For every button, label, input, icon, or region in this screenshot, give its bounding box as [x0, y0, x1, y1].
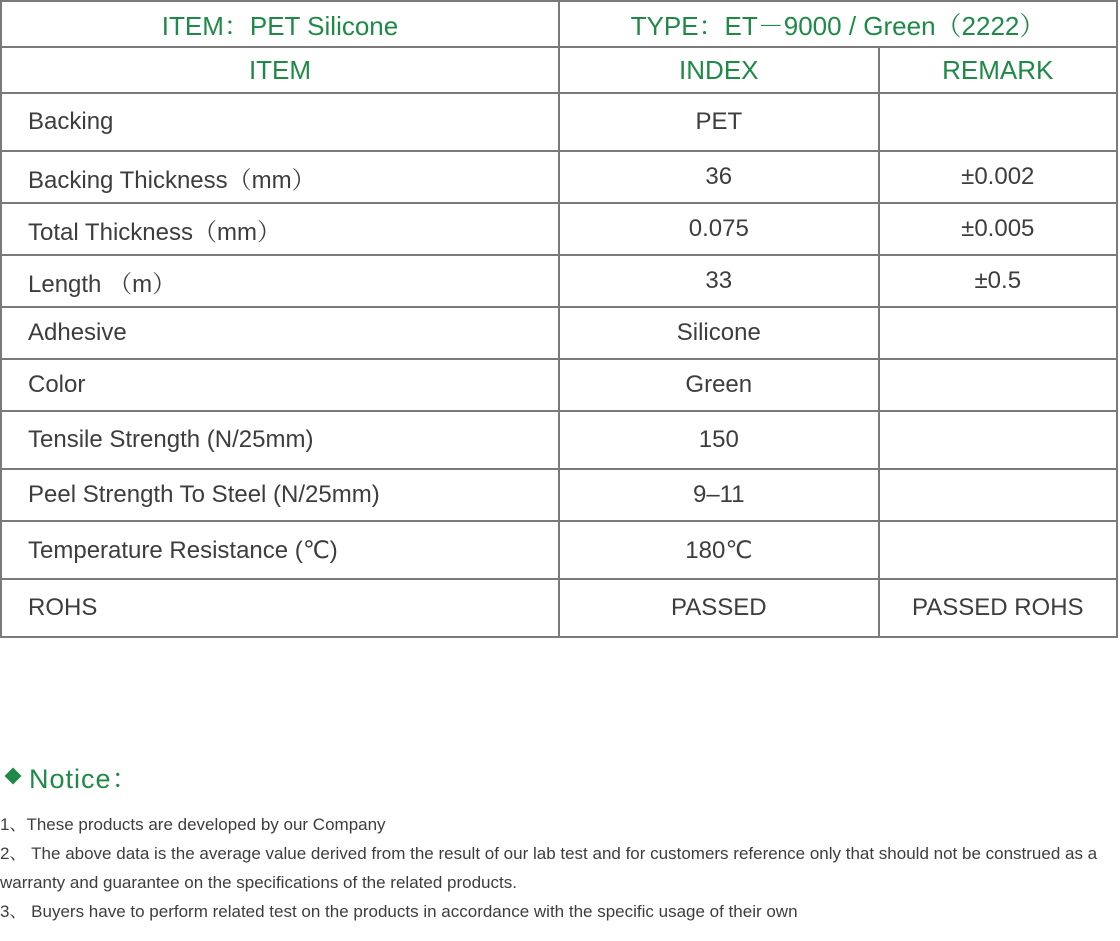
- row-item: Color: [1, 359, 559, 411]
- diamond-bullet-icon: [5, 768, 22, 785]
- row-index: Silicone: [559, 307, 879, 359]
- notice-item: 2、 The above data is the average value derived from the result of our lab test and for customers reference only that should not be construed as a warranty and guarantee on the specifications of the related products.: [0, 844, 1098, 892]
- row-remark: [879, 307, 1117, 359]
- table-row: [1, 521, 1117, 579]
- row-index: 33: [559, 255, 879, 307]
- header-row: [1, 47, 1117, 93]
- row-remark: ±0.005: [879, 203, 1117, 255]
- table-row: [1, 469, 1117, 521]
- row-index: 0.075: [559, 203, 879, 255]
- title-row: [1, 1, 1117, 47]
- row-item: Adhesive: [1, 307, 559, 359]
- notice-title: Notice：: [29, 763, 140, 794]
- header-index: INDEX: [559, 47, 879, 93]
- row-item: Length （m）: [1, 255, 559, 307]
- type-title: TYPE：ET－9000 / Green（2222）: [559, 1, 1117, 47]
- row-remark: [879, 521, 1117, 579]
- row-index: 9–11: [559, 469, 879, 521]
- table-row: [1, 203, 1117, 255]
- row-remark: ±0.002: [879, 151, 1117, 203]
- table-row: [1, 151, 1117, 203]
- notice-heading: [4, 758, 1120, 794]
- row-remark: [879, 359, 1117, 411]
- table-row: [1, 93, 1117, 151]
- table-row: [1, 411, 1117, 469]
- row-item: Backing: [1, 93, 559, 151]
- header-item: ITEM: [1, 47, 559, 93]
- row-remark: [879, 469, 1117, 521]
- row-remark: ±0.5: [879, 255, 1117, 307]
- table-row: [1, 307, 1117, 359]
- row-index: PET: [559, 93, 879, 151]
- notice-item: 3、 Buyers have to perform related test on the products in accordance with the specific usage of their own: [0, 902, 798, 921]
- row-item: ROHS: [1, 579, 559, 637]
- row-item: Peel Strength To Steel (N/25mm): [1, 469, 559, 521]
- notice-item: 1、These products are developed by our Company: [0, 815, 386, 834]
- row-item: Temperature Resistance (℃): [1, 521, 559, 579]
- row-index: PASSED: [559, 579, 879, 637]
- row-remark: PASSED ROHS: [879, 579, 1117, 637]
- notice-list: [0, 810, 1120, 926]
- row-remark: [879, 93, 1117, 151]
- row-index: 180℃: [559, 521, 879, 579]
- row-item: Backing Thickness（mm）: [1, 151, 559, 203]
- row-remark: [879, 411, 1117, 469]
- notice-section: [0, 758, 1120, 926]
- table-row: [1, 359, 1117, 411]
- row-item: Total Thickness（mm）: [1, 203, 559, 255]
- row-index: 150: [559, 411, 879, 469]
- row-index: Green: [559, 359, 879, 411]
- item-title: ITEM：PET Silicone: [1, 1, 559, 47]
- table-row: [1, 255, 1117, 307]
- row-item: Tensile Strength (N/25mm): [1, 411, 559, 469]
- row-index: 36: [559, 151, 879, 203]
- header-remark: REMARK: [879, 47, 1117, 93]
- table-row: [1, 579, 1117, 637]
